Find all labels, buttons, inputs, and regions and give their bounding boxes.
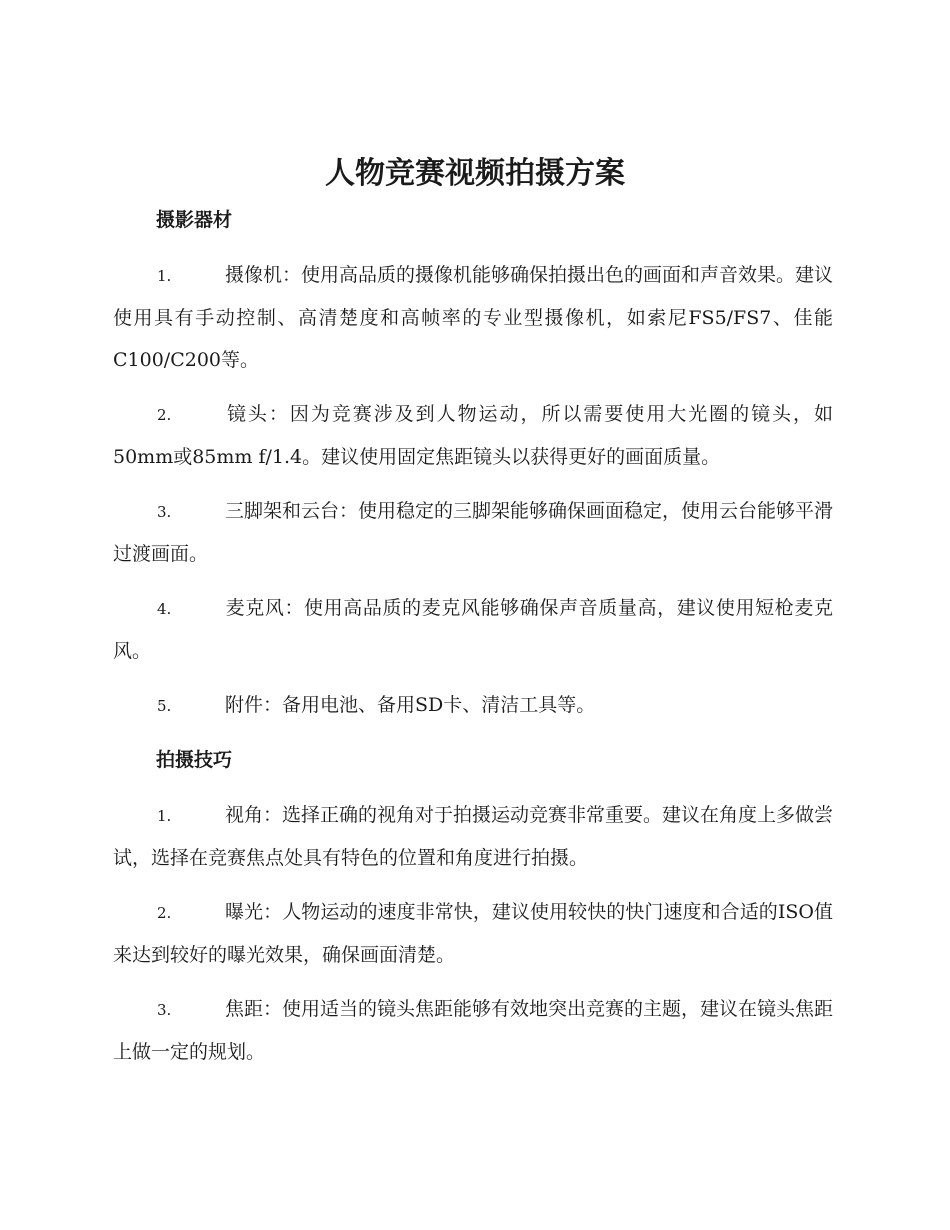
list-item — [113, 490, 833, 575]
list-item — [113, 393, 833, 478]
list-item-text: 曝光：人物运动的速度非常快，建议使用较快的快门速度和合适的ISO值来达到较好的曝光效果，确保画面清楚。 — [113, 901, 833, 966]
list-item-text: 镜头：因为竞赛涉及到人物运动，所以需要使用大光圈的镜头，如50mm或85mm f/1.4。建议使用固定焦距镜头以获得更好的画面质量。 — [113, 403, 833, 468]
list-item-text: 视角：选择正确的视角对于拍摄运动竞赛非常重要。建议在角度上多做尝试，选择在竞赛焦点处具有特色的位置和角度进行拍摄。 — [113, 804, 834, 869]
list-item — [113, 684, 833, 727]
list-item — [113, 988, 833, 1073]
section-heading-techniques: 拍摄技巧 — [156, 749, 233, 771]
list-item-number: 4. — [157, 600, 172, 618]
list-item-text: 附件：备用电池、备用SD卡、清洁工具等。 — [225, 694, 596, 716]
list-item-text: 麦克风：使用高品质的麦克风能够确保声音质量高，建议使用短枪麦克风。 — [113, 597, 833, 662]
list-item-number: 1. — [157, 807, 172, 825]
document-title: 人物竞赛视频拍摄方案 — [325, 156, 625, 191]
list-item-number: 3. — [157, 1001, 172, 1019]
list-item-number: 1. — [157, 267, 172, 285]
list-item-number: 5. — [157, 697, 172, 715]
list-item — [113, 587, 833, 672]
list-item-number: 2. — [157, 406, 172, 424]
list-item-number: 2. — [157, 904, 172, 922]
list-item — [113, 794, 833, 879]
list-item-number: 3. — [157, 503, 172, 521]
list-item-text: 焦距：使用适当的镜头焦距能够有效地突出竞赛的主题，建议在镜头焦距上做一定的规划。 — [113, 998, 834, 1063]
list-item — [113, 254, 833, 381]
section-heading-equipment: 摄影器材 — [156, 209, 233, 231]
list-item-text: 三脚架和云台：使用稳定的三脚架能够确保画面稳定，使用云台能够平滑过渡画面。 — [113, 500, 834, 565]
list-item — [113, 891, 833, 976]
list-item-text: 摄像机：使用高品质的摄像机能够确保拍摄出色的画面和声音效果。建议使用具有手动控制、高清楚度和高帧率的专业型摄像机，如索尼FS5/FS7、佳能C100/C200等。 — [113, 264, 834, 371]
